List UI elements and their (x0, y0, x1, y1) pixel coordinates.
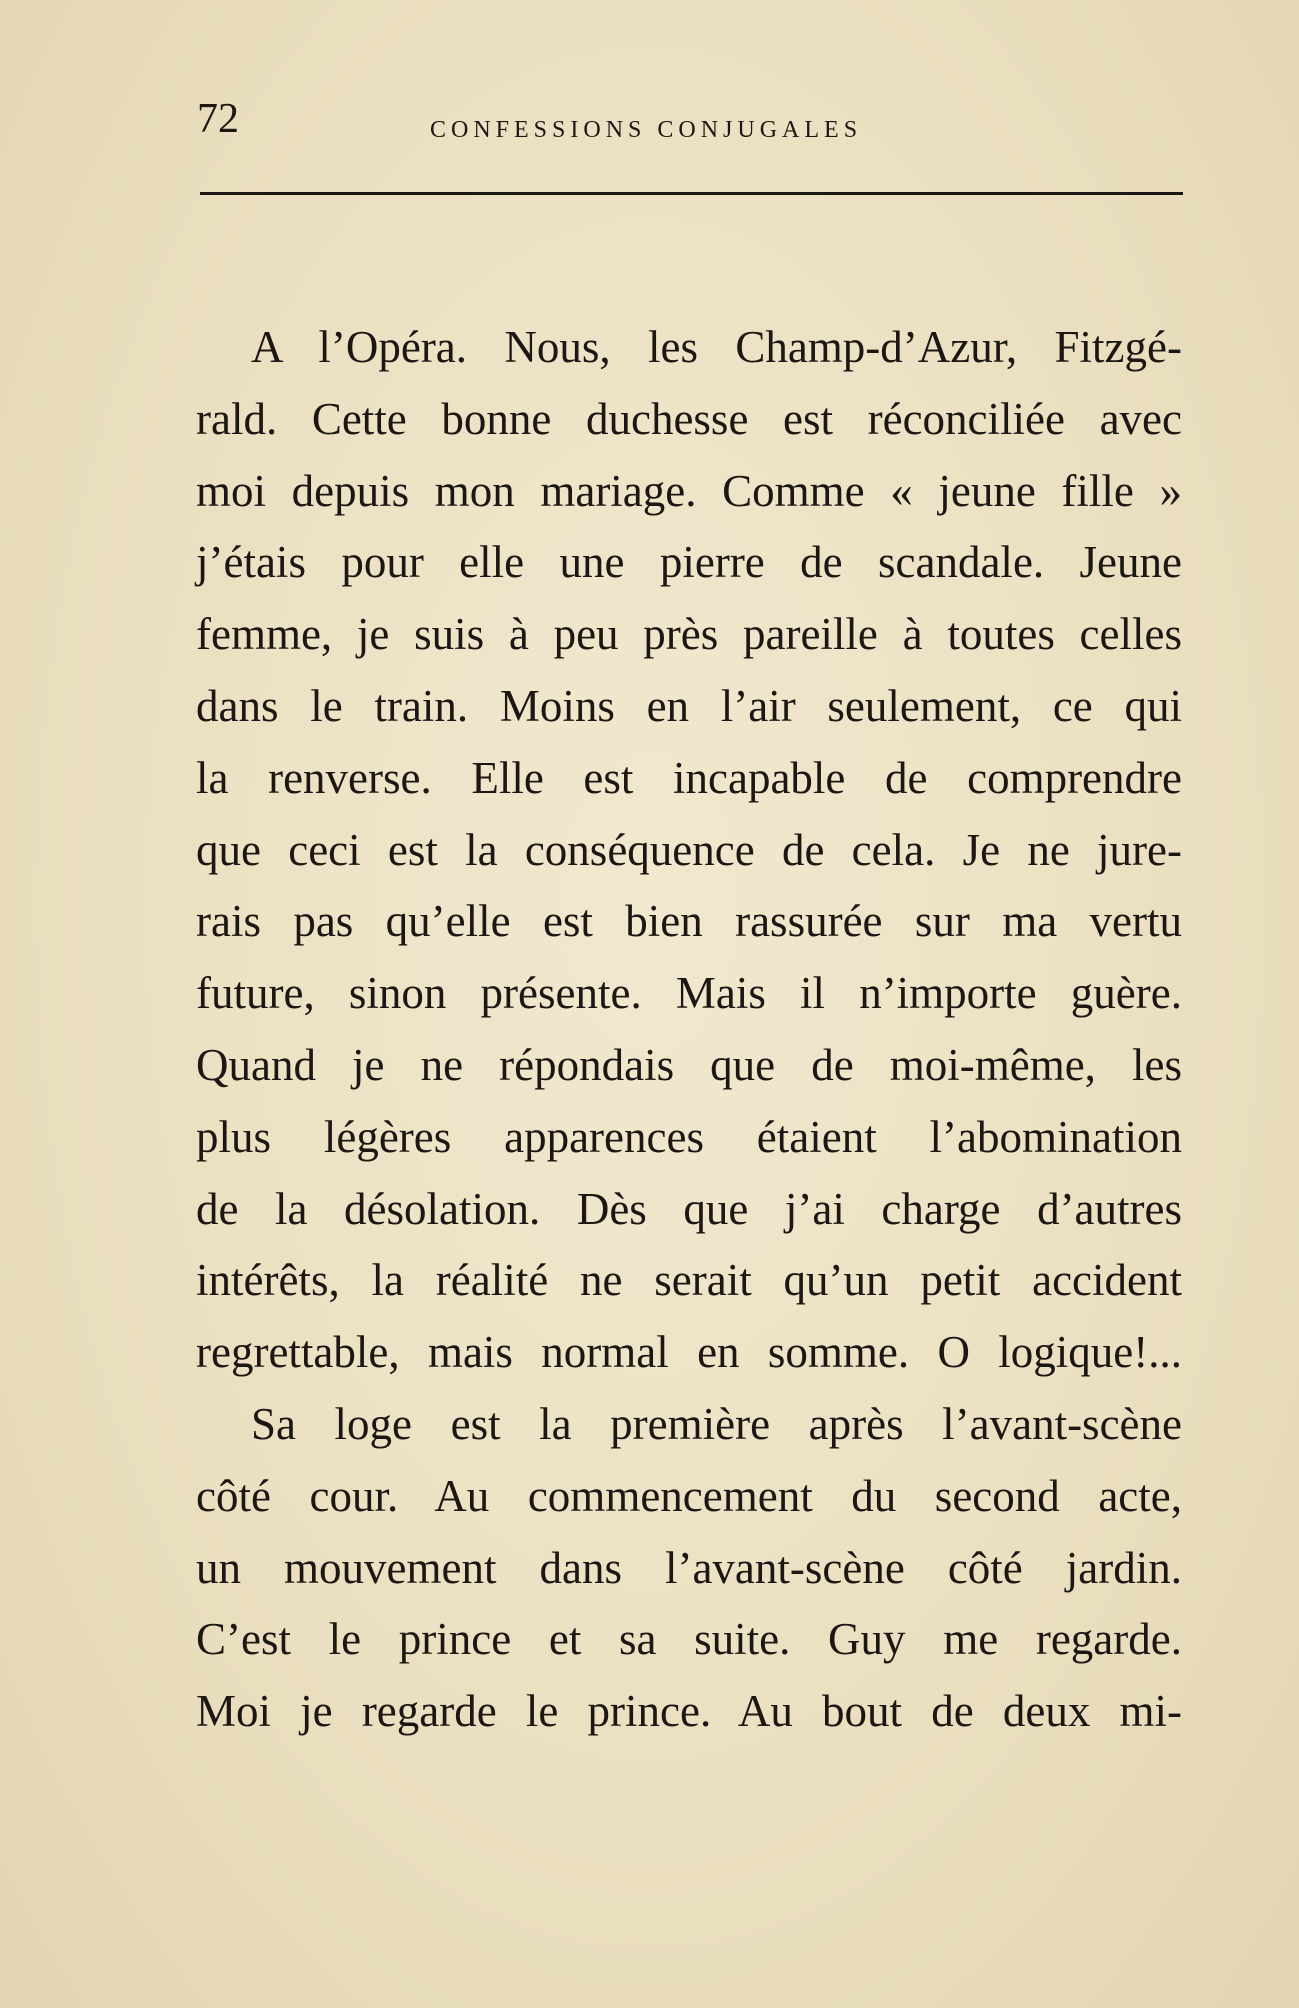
text-line: rald. Cette bonne duchesse est réconciliée avec (196, 393, 1182, 444)
text-line: intérêts, la réalité ne serait qu’un petit accident (196, 1255, 1182, 1306)
text-line: un mouvement dans l’avant-scène côté jardin. (196, 1542, 1182, 1593)
body-text (196, 312, 1182, 1748)
page-number: 72 (197, 96, 239, 142)
text-line: plus légères apparences étaient l’abomination (196, 1111, 1182, 1162)
text-line: moi depuis mon mariage. Comme « jeune fille » (196, 465, 1182, 516)
text-line: j’étais pour elle une pierre de scandale. Jeune (196, 537, 1182, 588)
running-title: CONFESSIONS CONJUGALES (430, 117, 863, 143)
text-line: Quand je ne répondais que de moi-même, les (196, 1039, 1182, 1090)
text-line: femme, je suis à peu près pareille à toutes celles (196, 609, 1182, 660)
text-line: que ceci est la conséquence de cela. Je ne jure- (196, 824, 1182, 875)
text-line: la renverse. Elle est incapable de comprendre (196, 752, 1182, 803)
text-line: regrettable, mais normal en somme. O logique!... (196, 1327, 1182, 1378)
text-line: A l’Opéra. Nous, les Champ-d’Azur, Fitzgé- (251, 322, 1182, 372)
text-line: future, sinon présente. Mais il n’importe guère. (196, 968, 1182, 1019)
text-line: de la désolation. Dès que j’ai charge d’autres (196, 1183, 1182, 1234)
text-line: C’est le prince et sa suite. Guy me regarde. (196, 1614, 1182, 1665)
header-rule (200, 192, 1183, 195)
text-line: côté cour. Au commencement du second acte, (196, 1470, 1182, 1521)
text-line: Moi je regarde le prince. Au bout de deux mi- (196, 1686, 1182, 1737)
text-line: Sa loge est la première après l’avant-scène (251, 1398, 1182, 1449)
text-line: rais pas qu’elle est bien rassurée sur ma vertu (196, 896, 1182, 947)
text-line: dans le train. Moins en l’air seulement, ce qui (196, 680, 1182, 731)
